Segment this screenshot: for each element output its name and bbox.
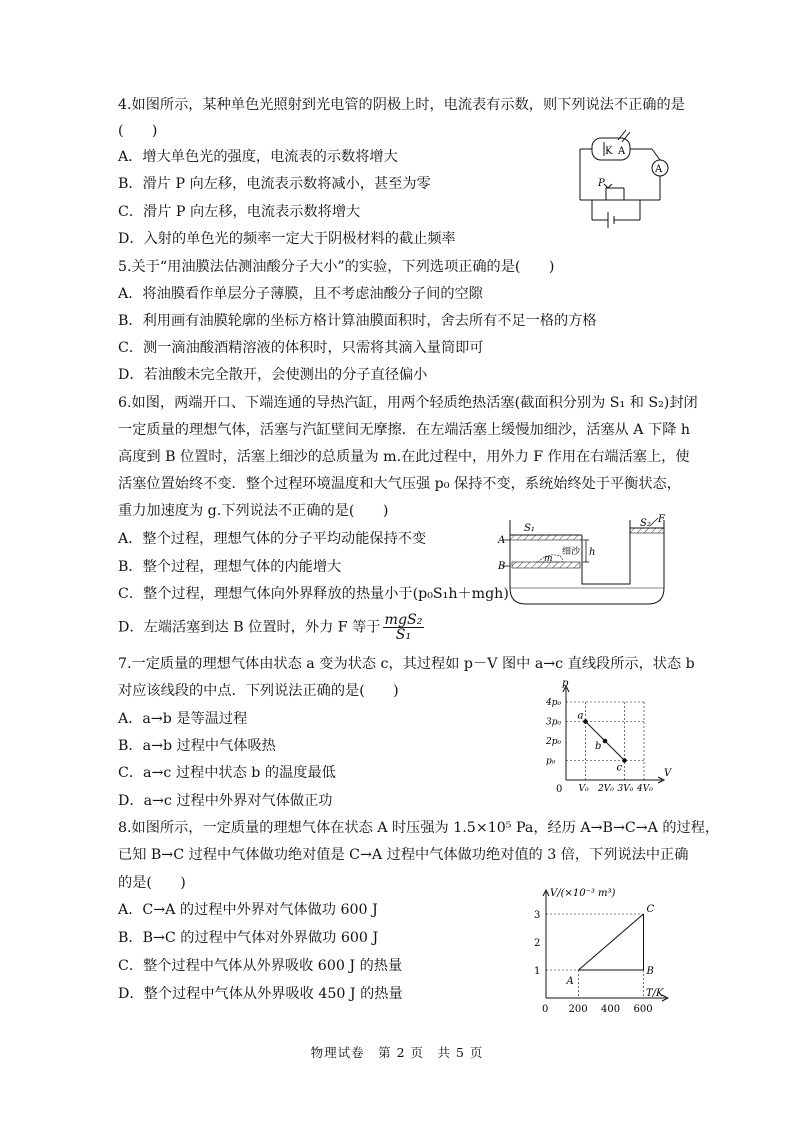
- pv-point: [603, 739, 607, 743]
- pv-x-tick-label: 2V₀: [598, 784, 614, 794]
- height-label-h: h: [589, 547, 596, 558]
- q5-option-a: A．将油膜看作单层分子薄膜，且不考虑油酸分子间的空隙: [118, 286, 483, 302]
- q7-option-a: A．a→b 是等温过程: [118, 711, 248, 727]
- force-label-f: F: [658, 514, 665, 525]
- q6-stem-line-2: 一定质量的理想气体，活塞与汽缸壁间无摩擦．在左端活塞上缓慢加细沙，活塞从 A 下降 h: [118, 422, 691, 438]
- pv-x-axis-label: V: [664, 768, 672, 779]
- vt-y-tick-label: 1: [534, 966, 541, 977]
- fraction-numerator: mgS₂: [384, 612, 423, 628]
- q7-option-b: B．a→b 过程中气体吸热: [118, 738, 276, 754]
- pv-y-tick-label: 2p₀: [546, 737, 562, 747]
- vt-graph: [528, 886, 678, 1016]
- pv-point: [584, 720, 588, 724]
- q6-stem-line-3: 高度到 B 位置时，活塞上细沙的总质量为 m.在此过程中，用外力 F 作用在右端活塞上，使: [118, 449, 690, 465]
- ammeter-label: A: [655, 164, 663, 175]
- q8-option-a: A．C→A 的过程中外界对气体做功 600 J: [118, 902, 378, 918]
- piston-label-s1: S₁: [524, 523, 535, 534]
- slider-label-p: P: [598, 178, 605, 189]
- pv-x-tick-label: 4V₀: [637, 784, 653, 794]
- vt-y-tick-label: 3: [534, 910, 541, 921]
- fraction-denominator: S₁: [395, 627, 412, 643]
- pv-x-tick-label: 3V₀: [617, 784, 634, 794]
- position-label-a: A: [498, 535, 506, 546]
- vt-y-axis-label: V/(×10⁻³ m³): [550, 888, 616, 899]
- q4-option-d: D．入射的单色光的频率一定大于阴极材料的截止频率: [118, 231, 456, 247]
- pv-y-tick-label: p₀: [546, 756, 556, 767]
- q8-stem-line-1: 8.如图所示，一定质量的理想气体在状态 A 时压强为 1.5×10⁵ Pa，经历 A→B→C→A 的过程，: [118, 820, 720, 836]
- q6-stem-line-1: 6.如图，两端开口、下端连通的导热汽缸，用两个轻质绝热活塞(截面积分别为 S₁ 和 S₂)封闭: [118, 395, 698, 411]
- q7-option-c: C．a→c 过程中状态 b 的温度最低: [118, 765, 336, 781]
- pv-point-label: b: [595, 741, 602, 752]
- vt-x-axis-label: T/K: [646, 988, 664, 999]
- vt-y-tick-label: 2: [534, 938, 541, 949]
- cylinder-figure: [498, 516, 674, 608]
- q6-stem-line-5: 重力加速度为 g.下列说法不正确的是( ): [118, 503, 389, 519]
- vt-point-label: A: [566, 976, 574, 987]
- q5-option-c: C．测一滴油酸酒精溶液的体积时，只需将其滴入量筒即可: [118, 340, 484, 356]
- anode-label-a: A: [618, 146, 626, 157]
- vt-point-label: B: [646, 966, 654, 977]
- pv-y-axis-label: p: [562, 678, 569, 689]
- q6-option-b: B．整个过程，理想气体的内能增大: [118, 559, 342, 575]
- cathode-label-k: K: [605, 146, 613, 157]
- q4-option-a: A．增大单色光的强度，电流表的示数将增大: [118, 149, 398, 165]
- q8-option-c: C．整个过程中气体从外界吸收 600 J 的热量: [118, 958, 403, 974]
- pv-y-tick-label: 4p₀: [546, 698, 562, 708]
- vt-x-tick-label: 200: [568, 1004, 588, 1015]
- pv-graph: [546, 678, 676, 798]
- q4-stem-line-1: 4.如图所示，某种单色光照射到光电管的阴极上时，电流表有示数，则下列说法不正确的是: [118, 97, 685, 113]
- q4-stem-line-2: ( ): [118, 123, 158, 139]
- pv-point: [623, 759, 627, 763]
- q7-stem-line-2: 对应该线段的中点．下列说法正确的是( ): [118, 683, 399, 699]
- vt-segment-ca: [579, 914, 644, 970]
- q6-option-c: C．整个过程，理想气体向外界释放的热量小于(p₀S₁h＋mgh): [118, 586, 509, 602]
- vt-point-label: C: [646, 904, 655, 915]
- q8-option-b: B．B→C 的过程中气体对外界做功 600 J: [118, 930, 379, 946]
- q6-option-d-text: D．左端活塞到达 B 位置时，外力 F 等于: [118, 619, 381, 636]
- pv-origin: 0: [556, 784, 563, 795]
- q4-option-c: C．滑片 P 向左移，电流表示数将增大: [118, 204, 361, 220]
- pv-y-tick-label: 3p₀: [546, 717, 562, 728]
- q5-option-b: B．利用画有油膜轮廓的坐标方格计算油膜面积时，舍去所有不足一格的方格: [118, 313, 597, 329]
- piston-label-s2: S₂: [640, 518, 651, 529]
- q8-option-d: D．整个过程中气体从外界吸收 450 J 的热量: [118, 986, 403, 1002]
- photocell-circuit-figure: [578, 128, 688, 230]
- q6-option-d-fraction: [383, 613, 425, 642]
- vt-origin: 0: [542, 1004, 549, 1015]
- q5-stem: 5.关于“用油膜法估测油酸分子大小”的实验，下列选项正确的是( ): [118, 259, 555, 275]
- pv-x-tick-label: V₀: [578, 784, 589, 794]
- q7-stem-line-1: 7.一定质量的理想气体由状态 a 变为状态 c，其过程如 p－V 图中 a→c 直线段所示，状态 b: [118, 656, 695, 672]
- position-label-b: B: [498, 561, 506, 572]
- q6-option-a: A．整个过程，理想气体的分子平均动能保持不变: [118, 531, 427, 547]
- q5-option-d: D．若油酸未完全散开，会使测出的分子直径偏小: [118, 367, 428, 383]
- q8-stem-line-2: 已知 B→C 过程中气体做功绝对值是 C→A 过程中气体做功绝对值的 3 倍，下列说法中正确: [118, 847, 689, 863]
- q6-option-d: [118, 613, 424, 642]
- vt-x-tick-label: 600: [633, 1004, 653, 1015]
- mass-label-m: m: [544, 554, 553, 564]
- q8-stem-line-3: 的是( ): [118, 875, 186, 891]
- vt-x-tick-label: 400: [601, 1004, 621, 1015]
- sand-label: 细沙: [562, 547, 581, 557]
- page-footer: 物理试卷 第 2 页 共 5 页: [310, 1045, 484, 1060]
- q6-stem-line-4: 活塞位置始终不变．整个过程环境温度和大气压强 p₀ 保持不变，系统始终处于平衡状态，: [118, 476, 681, 492]
- q7-option-d: D．a→c 过程中外界对气体做正功: [118, 793, 333, 809]
- pv-point-label: a: [577, 710, 584, 722]
- q4-option-b: B．滑片 P 向左移，电流表示数将减小，甚至为零: [118, 176, 431, 192]
- pv-point-label: c: [616, 762, 623, 774]
